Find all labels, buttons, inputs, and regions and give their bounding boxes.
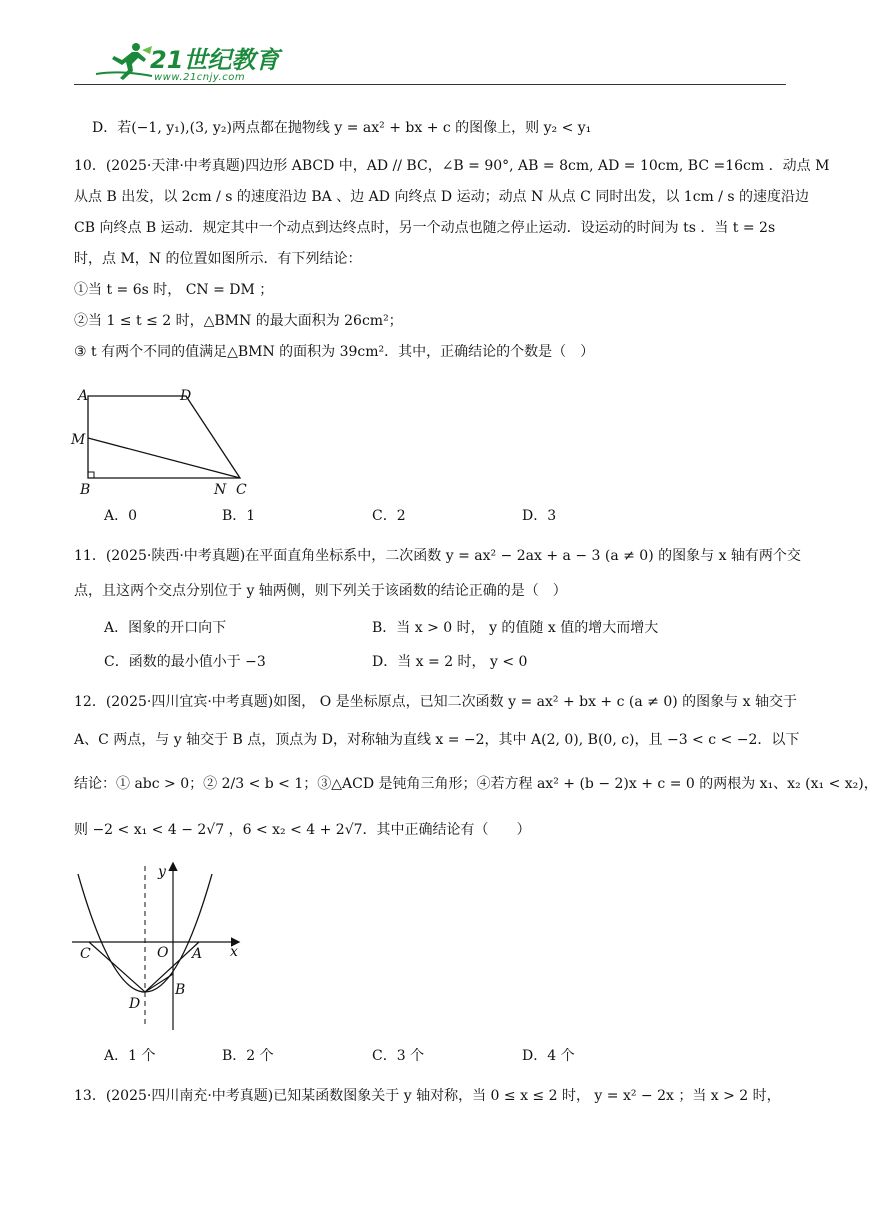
q12-option-b: B．2 个 (222, 1048, 274, 1064)
right-angle-mark (88, 472, 94, 478)
label-a: A (192, 946, 203, 962)
label-y: y (158, 864, 166, 880)
q10-option-a: A．0 (104, 508, 138, 524)
q10-line: ①当 t = 6s 时， CN = DM ； (74, 282, 274, 298)
q10-line: CB 向终点 B 运动．规定其中一个动点到达终点时，另一个动点也随之停止运动．设运动的时间为 ts ．当 t = 2s (74, 220, 776, 236)
q12-option-d: D．4 个 (522, 1048, 575, 1064)
q11-option-d: D．当 x = 2 时， y < 0 (372, 654, 528, 670)
label-c: C (80, 946, 91, 962)
label-x: x (230, 944, 238, 960)
logo-title: 21世纪教育 (150, 46, 280, 74)
q10-line: ②当 1 ≤ t ≤ 2 时，△BMN 的最大面积为 26cm²； (74, 313, 403, 329)
header-divider (74, 84, 786, 85)
label-a: A (78, 388, 89, 404)
label-d: D (129, 996, 141, 1012)
q10-option-b: B．1 (222, 508, 256, 524)
label-b: B (175, 982, 186, 998)
segment-db (145, 974, 173, 992)
runner-icon (96, 43, 152, 80)
q12-line: A、C 两点，与 y 轴交于 B 点，顶点为 D，对称轴为直线 x = −2，其中 A(2, 0), B(0, c)，且 −3 < c < −2．以下 (74, 732, 800, 748)
q12-parabola-figure (64, 858, 254, 1038)
q11-line: 点，且这两个交点分别位于 y 轴两侧，则下列关于该函数的结论正确的是（ ） (74, 583, 567, 599)
q10-option-d: D．3 (522, 508, 557, 524)
q10-line: ③ t 有两个不同的值满足△BMN 的面积为 39cm²．其中，正确结论的个数是（ ） (74, 344, 595, 360)
q11-line: 11．(2025·陕西·中考真题)在平面直角坐标系中，二次函数 y = ax² − 2ax + a − 3 (a ≠ 0) 的图象与 x 轴有两个交 (74, 548, 801, 564)
q11-option-c: C．函数的最小值小于 −3 (104, 654, 266, 670)
logo-url: www.21cnjy.com (154, 72, 246, 83)
trapezoid-abcd (88, 396, 240, 478)
label-c: C (236, 482, 247, 498)
label-o: O (157, 945, 169, 961)
q9-option-d: D．若(−1, y₁),(3, y₂)两点都在抛物线 y = ax² + bx + c 的图像上，则 y₂ < y₁ (92, 120, 592, 136)
q13-line: 13．(2025·四川南充·中考真题)已知某函数图象关于 y 轴对称，当 0 ≤ x ≤ 2 时， y = x² − 2x ；当 x > 2 时， (74, 1088, 781, 1104)
label-n: N (214, 482, 227, 498)
q12-line: 则 −2 < x₁ < 4 − 2√7 ，6 < x₂ < 4 + 2√7．其中正确结论有（ ） (74, 822, 531, 838)
label-b: B (80, 482, 91, 498)
label-d: D (180, 388, 192, 404)
q12-option-c: C．3 个 (372, 1048, 425, 1064)
q11-option-a: A．图象的开口向下 (104, 620, 227, 636)
q10-trapezoid-figure (64, 382, 264, 502)
q10-line: 时，点 M，N 的位置如图所示．有下列结论： (74, 251, 362, 267)
q12-line: 12．(2025·四川宜宾·中考真题)如图， O 是坐标原点，已知二次函数 y = ax² + bx + c (a ≠ 0) 的图象与 x 轴交于 (74, 694, 797, 710)
logo (92, 40, 280, 83)
q12-line: 结论：① abc > 0；② 2/3 < b < 1；③△ACD 是钝角三角形；④若方程 ax² + (b − 2)x + c = 0 的两根为 x₁、x₂ (x₁ < x₂)， (74, 776, 878, 792)
q12-option-a: A．1 个 (104, 1048, 156, 1064)
q10-line: 从点 B 出发，以 2cm / s 的速度沿边 BA 、边 AD 向终点 D 运动；动点 N 从点 C 同时出发，以 1cm / s 的速度沿边 (74, 189, 810, 205)
q11-option-b: B．当 x > 0 时， y 的值随 x 值的增大而增大 (372, 620, 659, 636)
label-m: M (71, 432, 86, 448)
q10-line: 10．(2025·天津·中考真题)四边形 ABCD 中，AD // BC，∠B = 90°, AB = 8cm, AD = 10cm, BC =16cm ．动点 M (74, 158, 830, 174)
q10-option-c: C．2 (372, 508, 406, 524)
